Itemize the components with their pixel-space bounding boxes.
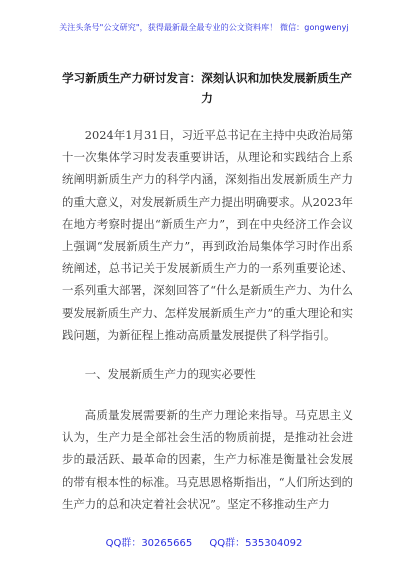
paragraph: 2024年1月31日，习近平总书记在主持中央政治局第十一次集体学习时发表重要讲话，从理论和实践结合上系统阐明新质生产力的科学内涵，深刻指出发展新质生产力的重大意义，对发展新质生产力提出明确要求。从2023年在地方考察时提出“新质生产力”，到在中央经济工作会议上强调“发展新质生产力”，再到政治局集体学习时作出系统阐述，总书记关于发展新质生产力的一系列重要论述、一系列重大部署，深刻回答了“什么是新质生产力、为什么要发展新质生产力、怎样发展新质生产力”的重大理论和实践问题，为新征程上推动高质量发展提供了科学指引。 xyxy=(62,128,353,342)
section-heading: 一、发展新质生产力的现实必要性 xyxy=(84,367,256,381)
footer-qq-group-1: QQ群：30265665 xyxy=(105,538,193,549)
document-title: 学习新质生产力研讨发言：深刻认识和加快发展新质生产力 xyxy=(62,71,352,105)
paragraph: 高质量发展需要新的生产力理论来指导。马克思主义认为，生产力是全部社会生活的物质前提，是推动社会进步的最活跃、最革命的因素，生产力标准是衡量社会发展的带有根本性的标准。马克思恩格斯指出，“人们所达到的生产力的总和决定着社会状况”。坚定不移推动生产力 xyxy=(62,408,353,511)
header-banner: 关注头条号"公文研究"，获得最新最全最专业的公文资料库！ 微信：gongwenyj xyxy=(59,23,349,32)
footer-qq-group-2: QQ群：535304092 xyxy=(209,538,303,549)
footer-banner xyxy=(0,534,408,549)
